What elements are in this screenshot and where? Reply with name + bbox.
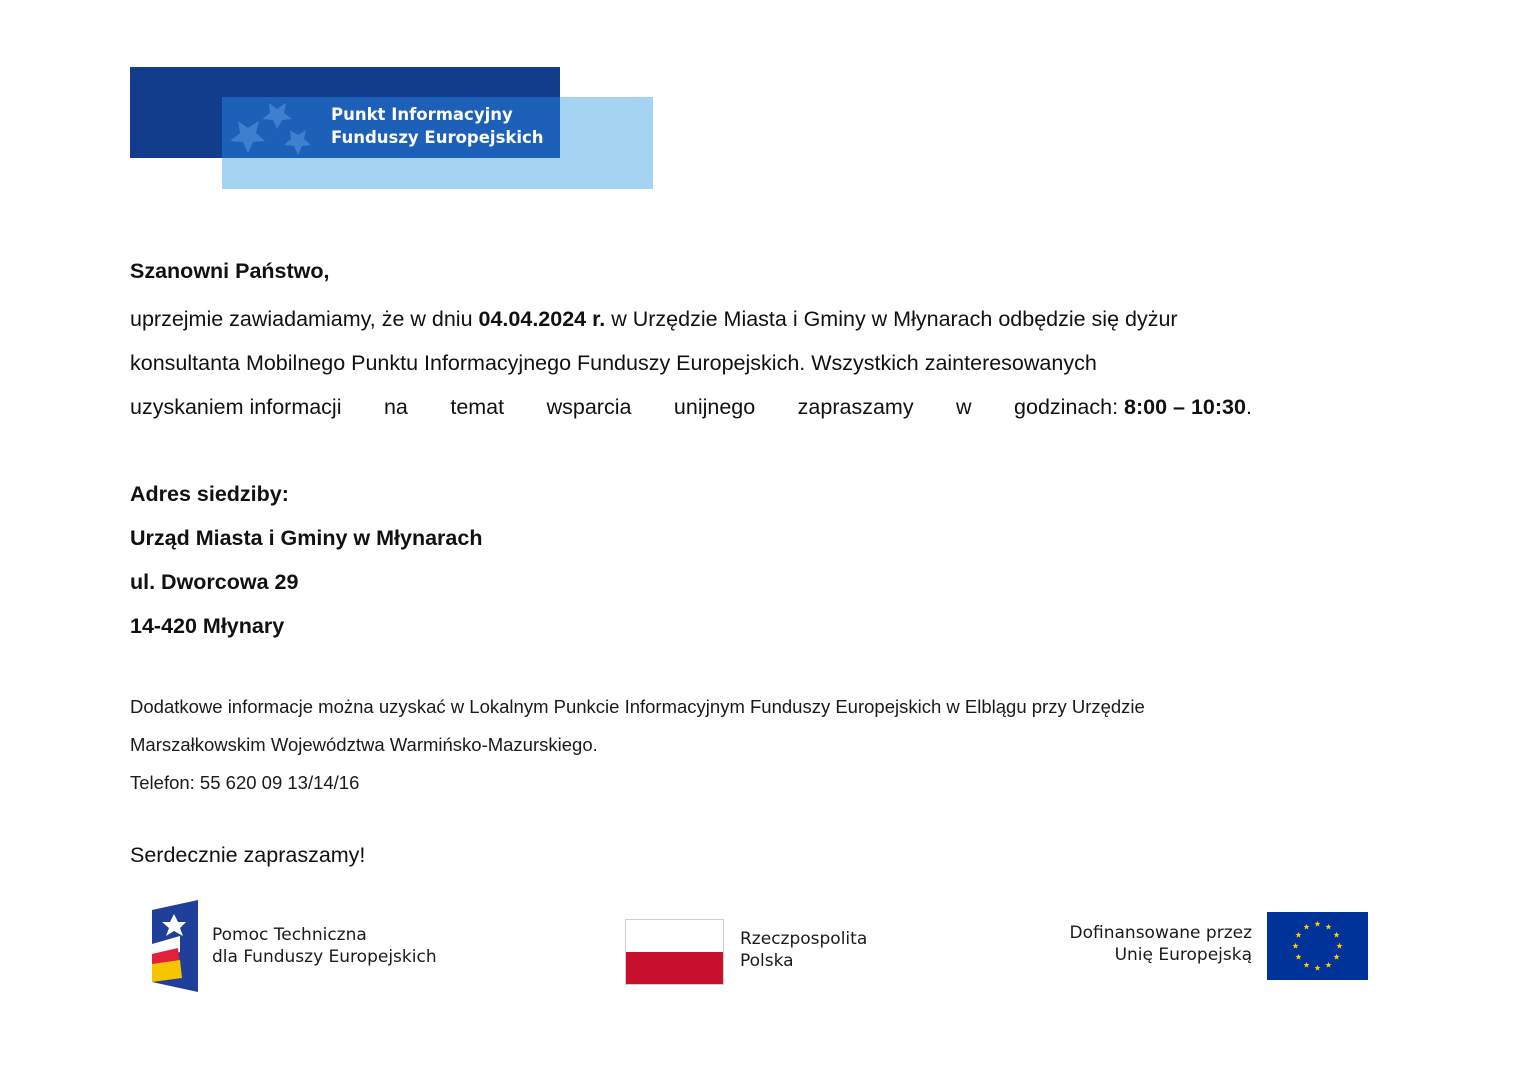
flag-red-stripe xyxy=(626,952,723,984)
fe-line-1: Pomoc Techniczna xyxy=(212,925,367,945)
word: unijnego xyxy=(673,395,756,419)
address-city: 14-420 Młynary xyxy=(130,614,285,638)
eu-line-1: Dofinansowane przez xyxy=(1069,923,1252,943)
info-line-1: Dodatkowe informacje można uzyskać w Lokalnym Punkcie Informacyjnym Funduszy Europejskich w Elblągu przy Urzędzie xyxy=(130,696,1145,717)
paragraph-line-1 xyxy=(130,297,1390,341)
eu-logo-text xyxy=(1040,922,1252,966)
address-name: Urząd Miasta i Gminy w Młynarach xyxy=(130,526,483,550)
address-heading: Adres siedziby: xyxy=(130,482,289,506)
fe-logo-text xyxy=(212,924,437,968)
word: temat xyxy=(450,395,505,419)
rp-line-2: Polska xyxy=(740,951,794,971)
greeting: Szanowni Państwo, xyxy=(130,259,330,283)
word: uzyskaniem informacji xyxy=(130,395,342,419)
address-block xyxy=(130,472,482,648)
paragraph-line-3 xyxy=(130,385,1390,429)
office-hours: 8:00 – 10:30 xyxy=(1124,395,1246,419)
word: w xyxy=(956,395,972,419)
period: . xyxy=(1245,395,1252,419)
paragraph-line-2: konsultanta Mobilnego Punktu Informacyjnego Funduszy Europejskich. Wszystkich zainteresowanych xyxy=(130,351,1097,375)
flag-white-stripe xyxy=(626,920,723,952)
closing-line: Serdecznie zapraszamy! xyxy=(130,843,366,867)
address-street: ul. Dworcowa 29 xyxy=(130,570,299,594)
polish-flag-icon xyxy=(625,919,724,985)
eu-flag-icon xyxy=(1267,912,1368,980)
event-date: 04.04.2024 r. xyxy=(478,307,606,331)
logo-line-2: Funduszy Europejskich xyxy=(331,128,544,147)
logo-text xyxy=(331,103,559,149)
logo-line-1: Punkt Informacyjny xyxy=(331,105,513,124)
word xyxy=(1014,385,1252,429)
word: zapraszamy xyxy=(797,395,914,419)
fe-line-2: dla Funduszy Europejskich xyxy=(212,947,437,967)
fundusze-europejskie-icon xyxy=(150,900,200,992)
announcement-paragraph xyxy=(130,297,1390,429)
eu-stars-icon xyxy=(222,97,316,158)
phone-line: Telefon: 55 620 09 13/14/16 xyxy=(130,772,360,793)
text-segment: w Urzędzie Miasta i Gminy w Młynarach odbędzie się dyżur xyxy=(605,307,1178,331)
eu-line-2: Unię Europejską xyxy=(1114,945,1252,965)
word: na xyxy=(383,395,408,419)
word: wsparcia xyxy=(546,395,632,419)
word-hours-label: godzinach: xyxy=(1014,395,1119,419)
additional-info xyxy=(130,688,1145,802)
justified-line xyxy=(130,385,1252,429)
text-segment: uprzejmie zawiadamiamy, że w dniu xyxy=(130,307,479,331)
rp-line-1: Rzeczpospolita xyxy=(740,929,868,949)
rp-logo-text xyxy=(740,928,867,972)
info-line-2: Marszałkowskim Województwa Warmińsko-Mazurskiego. xyxy=(130,734,598,755)
